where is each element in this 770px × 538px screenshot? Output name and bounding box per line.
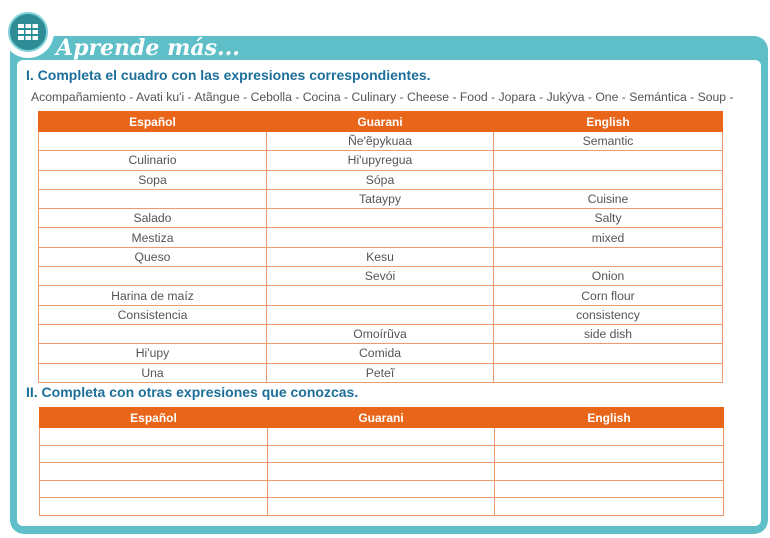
- column-header-english: English: [494, 112, 723, 132]
- cell-espanol[interactable]: [40, 428, 268, 446]
- cell-english: [494, 247, 723, 266]
- cell-english: [494, 344, 723, 363]
- cell-guarani: Sópa: [267, 170, 494, 189]
- cell-english: Onion: [494, 267, 723, 286]
- table-row: [39, 344, 723, 363]
- cell-english: [494, 170, 723, 189]
- table-row: [39, 363, 723, 382]
- cell-espanol: [39, 132, 267, 151]
- cell-guarani: [267, 209, 494, 228]
- cell-english: Corn flour: [494, 286, 723, 305]
- books-icon: [2, 6, 54, 58]
- cell-espanol: [39, 189, 267, 208]
- cell-guarani: [267, 286, 494, 305]
- table-row: [40, 445, 724, 463]
- cell-english: mixed: [494, 228, 723, 247]
- cell-espanol[interactable]: [40, 445, 268, 463]
- cell-english[interactable]: [495, 480, 724, 498]
- table-row: [39, 267, 723, 286]
- table-row: [39, 324, 723, 343]
- cell-guarani: Ñe'ẽpykuaa: [267, 132, 494, 151]
- table-row: [39, 228, 723, 247]
- cell-english: Semantic: [494, 132, 723, 151]
- table-row: [39, 209, 723, 228]
- section-banner: [50, 36, 768, 64]
- cell-english[interactable]: [495, 463, 724, 481]
- cell-guarani[interactable]: [268, 498, 495, 516]
- cell-espanol[interactable]: [40, 480, 268, 498]
- table-row: [40, 428, 724, 446]
- word-bank: Acompañamiento - Avati ku'i - Atãngue - Cebolla - Cocina - Culinary - Cheese - Food - Jopara - Jukýva - One - Semántica - Soup -: [31, 90, 734, 104]
- cell-english: [494, 151, 723, 170]
- cell-espanol: Una: [39, 363, 267, 382]
- table-row: [39, 305, 723, 324]
- table-row: [39, 132, 723, 151]
- practice-table: [39, 407, 724, 516]
- column-header-espanol: Español: [39, 112, 267, 132]
- cell-guarani[interactable]: [268, 463, 495, 481]
- cell-english: Cuisine: [494, 189, 723, 208]
- table-row: [40, 463, 724, 481]
- cell-guarani: Omoírũva: [267, 324, 494, 343]
- cell-espanol: Mestiza: [39, 228, 267, 247]
- table-header-row: [40, 408, 724, 428]
- column-header-english: English: [495, 408, 724, 428]
- section-title: Aprende más...: [56, 35, 240, 61]
- table-row: [39, 170, 723, 189]
- part2-heading: II. Completa con otras expresiones que conozcas.: [26, 384, 359, 400]
- cell-guarani[interactable]: [268, 428, 495, 446]
- cell-espanol: [39, 324, 267, 343]
- column-header-guarani: Guarani: [268, 408, 495, 428]
- cell-espanol: Culinario: [39, 151, 267, 170]
- cell-espanol: Salado: [39, 209, 267, 228]
- table-row: [39, 151, 723, 170]
- cell-english[interactable]: [495, 445, 724, 463]
- table-row: [39, 189, 723, 208]
- cell-english[interactable]: [495, 428, 724, 446]
- cell-guarani: Kesu: [267, 247, 494, 266]
- table-row: [40, 498, 724, 516]
- cell-guarani: Peteĩ: [267, 363, 494, 382]
- cell-guarani: [267, 305, 494, 324]
- cell-espanol[interactable]: [40, 498, 268, 516]
- cell-guarani: [267, 228, 494, 247]
- cell-guarani[interactable]: [268, 445, 495, 463]
- cell-english: Salty: [494, 209, 723, 228]
- table-row: [39, 247, 723, 266]
- table-row: [39, 286, 723, 305]
- cell-english: consistency: [494, 305, 723, 324]
- table-row: [40, 480, 724, 498]
- cell-guarani[interactable]: [268, 480, 495, 498]
- cell-guarani: Tataypy: [267, 189, 494, 208]
- cell-espanol: Consistencia: [39, 305, 267, 324]
- part1-heading: I. Completa el cuadro con las expresiones correspondientes.: [26, 67, 431, 83]
- cell-english: side dish: [494, 324, 723, 343]
- cell-guarani: Hi'upyregua: [267, 151, 494, 170]
- cell-espanol[interactable]: [40, 463, 268, 481]
- cell-guarani: Comida: [267, 344, 494, 363]
- cell-espanol: Queso: [39, 247, 267, 266]
- column-header-espanol: Español: [40, 408, 268, 428]
- table-header-row: [39, 112, 723, 132]
- cell-espanol: Sopa: [39, 170, 267, 189]
- cell-guarani: Sevói: [267, 267, 494, 286]
- column-header-guarani: Guarani: [267, 112, 494, 132]
- cell-espanol: Harina de maíz: [39, 286, 267, 305]
- cell-english: [494, 363, 723, 382]
- cell-espanol: [39, 267, 267, 286]
- vocabulary-table: [38, 111, 723, 383]
- cell-english[interactable]: [495, 498, 724, 516]
- cell-espanol: Hi'upy: [39, 344, 267, 363]
